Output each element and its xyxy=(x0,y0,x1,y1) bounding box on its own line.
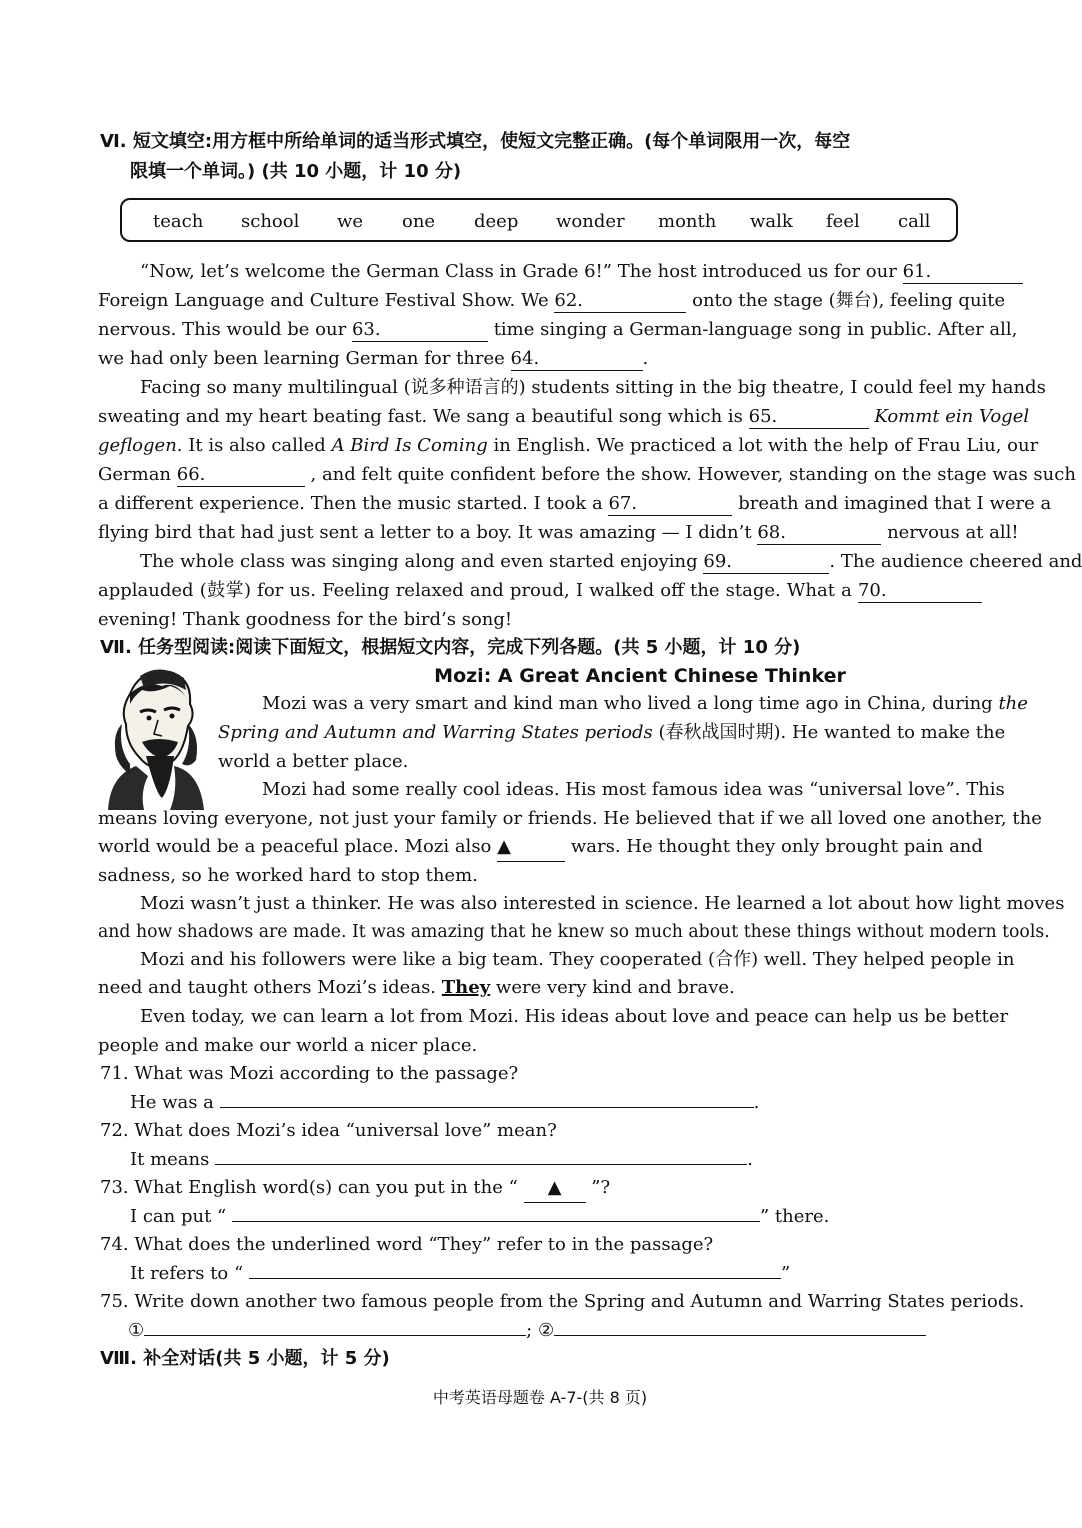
word-box-item: call xyxy=(898,211,931,232)
passage-line: Facing so many multilingual (说多种语言的) students sitting in the big theatre, I could feel my hands xyxy=(140,377,1046,398)
word-box-item: wonder xyxy=(556,211,625,232)
question-75: 75. Write down another two famous people from the Spring and Autumn and Warring States periods. xyxy=(100,1291,1025,1312)
passage-line: need and taught others Mozi’s ideas. They were very kind and brave. xyxy=(98,977,735,998)
answer-75-blank-1[interactable] xyxy=(144,1335,526,1336)
passage-line: sweating and my heart beating fast. We sang a beautiful song which is 65. Kommt ein Vogel xyxy=(98,406,1030,427)
answer-73-blank[interactable] xyxy=(232,1221,760,1222)
word-box-item: school xyxy=(241,211,300,232)
word-box-item: deep xyxy=(474,211,519,232)
passage-line: world a better place. xyxy=(218,751,409,772)
passage-line: Foreign Language and Culture Festival Show. We 62. onto the stage (舞台), feeling quite xyxy=(98,290,1006,311)
passage-line: The whole class was singing along and even started enjoying 69. . The audience cheered and xyxy=(140,551,1082,572)
passage-line: means loving everyone, not just your family or friends. He believed that if we all loved one another, the xyxy=(98,808,1042,829)
passage-line: Mozi and his followers were like a big team. They cooperated (合作) well. They helped people in xyxy=(140,949,1015,970)
section8-header: Ⅷ. 补全对话(共 5 小题，计 5 分) xyxy=(100,1348,390,1369)
word-box-item: teach xyxy=(153,211,204,232)
word-box-item: month xyxy=(658,211,717,232)
answer-72-blank[interactable] xyxy=(215,1164,747,1165)
passage-line: Mozi was a very smart and kind man who lived a long time ago in China, during the xyxy=(262,693,1028,714)
passage-line: Even today, we can learn a lot from Mozi. His ideas about love and peace can help us be better xyxy=(140,1006,1009,1027)
answer-74-blank[interactable] xyxy=(249,1278,781,1279)
section6-header-line1: Ⅵ. 短文填空:用方框中所给单词的适当形式填空，使短文完整正确。(每个单词限用一次，每空 xyxy=(100,131,851,152)
blank-64[interactable]: 64. xyxy=(511,348,643,371)
passage-line: flying bird that had just sent a letter to a boy. It was amazing — I didn’t 68. nervous at all! xyxy=(98,522,1019,543)
triangle-blank: ▲ xyxy=(524,1174,586,1203)
blank-61[interactable]: 61. xyxy=(903,261,1023,284)
passage-line: nervous. This would be our 63. time singing a German-language song in public. After all, xyxy=(98,319,1018,340)
question-74: 74. What does the underlined word “They” refer to in the passage? xyxy=(100,1234,714,1255)
answer-75-blank-2[interactable] xyxy=(554,1335,926,1336)
question-72: 72. What does Mozi’s idea “universal love” mean? xyxy=(100,1120,557,1141)
page-footer: 中考英语母题卷 A-7-(共 8 页) xyxy=(432,1388,648,1407)
word-box-item: feel xyxy=(826,211,860,232)
blank-69[interactable]: 69. xyxy=(703,551,829,574)
passage-line: “Now, let’s welcome the German Class in Grade 6!” The host introduced us for our 61. xyxy=(140,258,982,286)
answer-73-line: I can put “ ” there. xyxy=(130,1206,830,1227)
triangle-blank[interactable]: ▲ xyxy=(497,833,565,862)
passage-line: and how shadows are made. It was amazing that he knew so much about these things without modern tools. xyxy=(98,922,1050,942)
answer-75-line: ① ; ② xyxy=(128,1317,968,1345)
word-box-item: we xyxy=(337,211,364,232)
blank-62[interactable]: 62. xyxy=(554,290,686,313)
mozi-portrait xyxy=(100,664,210,810)
word-box-item: one xyxy=(402,211,436,232)
passage-line: applauded (鼓掌) for us. Feeling relaxed and proud, I walked off the stage. What a 70. xyxy=(98,577,982,605)
blank-67[interactable]: 67. xyxy=(608,493,732,516)
answer-71-blank[interactable] xyxy=(220,1107,754,1108)
passage-title: Mozi: A Great Ancient Chinese Thinker xyxy=(434,665,846,687)
question-71: 71. What was Mozi according to the passage? xyxy=(100,1063,519,1084)
passage-line: we had only been learning German for three 64. . xyxy=(98,348,649,369)
passage-line: geflogen. It is also called A Bird Is Coming in English. We practiced a lot with the help of Frau Liu, our xyxy=(98,435,1039,456)
word-box-item: walk xyxy=(750,211,793,232)
blank-70[interactable]: 70. xyxy=(858,580,982,603)
section7-header: Ⅶ. 任务型阅读:阅读下面短文，根据短文内容，完成下列各题。(共 5 小题，计 10 分) xyxy=(100,637,801,658)
passage-line: Mozi wasn’t just a thinker. He was also interested in science. He learned a lot about how light moves xyxy=(140,893,1065,914)
blank-68[interactable]: 68. xyxy=(757,522,881,545)
passage-line: world would be a peaceful place. Mozi also ▲ wars. He thought they only brought pain and xyxy=(98,833,982,862)
passage-line: sadness, so he worked hard to stop them. xyxy=(98,865,478,886)
passage-line: Spring and Autumn and Warring States periods (春秋战国时期). He wanted to make the xyxy=(218,722,1006,743)
passage-line: evening! Thank goodness for the bird’s song! xyxy=(98,609,513,630)
passage-line: people and make our world a nicer place. xyxy=(98,1035,478,1056)
answer-71-line: He was a . xyxy=(130,1092,760,1113)
answer-72-line: It means . xyxy=(130,1149,753,1170)
blank-63[interactable]: 63. xyxy=(352,319,488,342)
question-73: 73. What English word(s) can you put in the “ ▲ ”? xyxy=(100,1174,984,1203)
passage-line: Mozi had some really cool ideas. His most famous idea was “universal love”. This xyxy=(262,779,1005,800)
passage-line: a different experience. Then the music started. I took a 67. breath and imagined that I were a xyxy=(98,493,1052,514)
passage-line: German 66. , and felt quite confident before the show. However, standing on the stage was such xyxy=(98,464,1076,485)
blank-65[interactable]: 65. xyxy=(749,406,869,429)
answer-74-line: It refers to “ ” xyxy=(130,1263,791,1284)
underlined-they: They xyxy=(441,977,491,998)
section6-header-line2: 限填一个单词。) (共 10 小题，计 10 分) xyxy=(130,161,462,182)
blank-66[interactable]: 66. xyxy=(177,464,305,487)
